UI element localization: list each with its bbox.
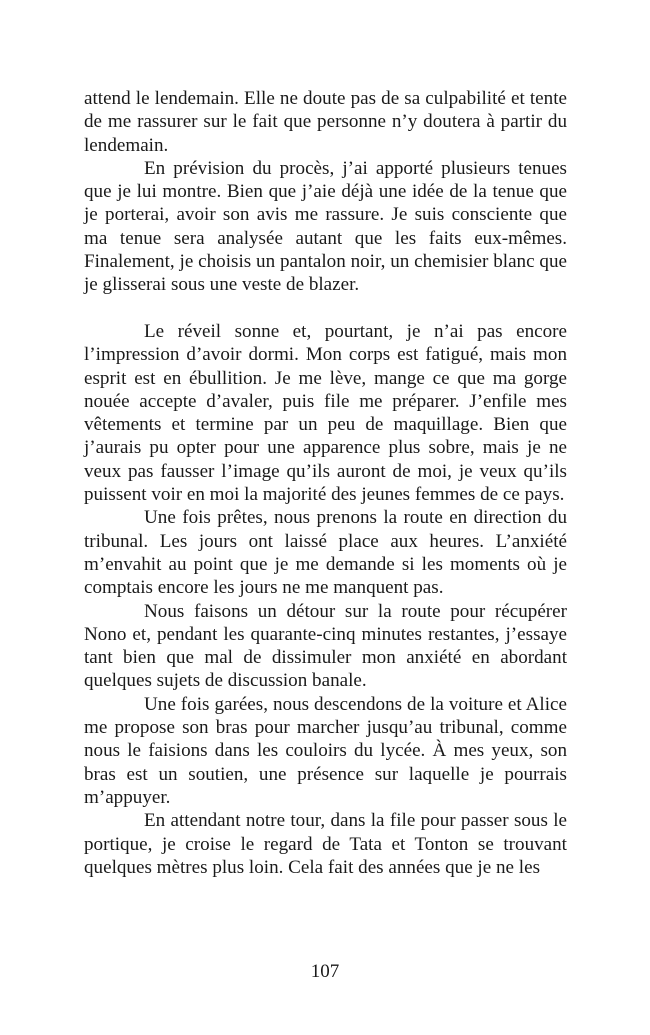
paragraph-2: En prévision du procès, j’ai apporté plusieurs tenues que je lui montre. Bien que j’aie déjà une idée de la tenue que je porterai, avoir son avis me rassure. Je suis consciente que ma tenue sera analysée autant que les faits eux-mêmes. Finalement, je choisis un pantalon noir, un chemisier blanc que je glisserai sous une veste de blazer.: [84, 157, 567, 296]
paragraph-3: Le réveil sonne et, pourtant, je n’ai pas encore l’impression d’avoir dormi. Mon corps est fatigué, mais mon esprit est en ébullition. Je me lève, mange ce que ma gorge nouée accepte d’avaler, puis file me préparer. J’enfile mes vêtements et termine par un peu de maquillage. Bien que j’aurais pu opter pour une apparence plus sobre, mais je ne veux pas fausser l’image qu’ils auront de moi, je veux qu’ils puissent voir en moi la majorité des jeunes femmes de ce pays.: [84, 320, 567, 506]
paragraph-5: Nous faisons un détour sur la route pour récupérer Nono et, pendant les quarante-cinq minutes restantes, j’essaye tant bien que mal de dissimuler mon anxiété en abordant quelques sujets de discussion banale.: [84, 600, 567, 692]
body-text: [84, 87, 567, 879]
paragraph-7: En attendant notre tour, dans la file pour passer sous le portique, je croise le regard de Tata et Tonton se trouvant quelques mètres plus loin. Cela fait des années que je ne les: [84, 810, 567, 878]
paragraph-1: attend le lendemain. Elle ne doute pas de sa culpabilité et tente de me rassurer sur le fait que personne n’y doutera à partir du lendemain.: [84, 88, 567, 156]
page-number: 107: [310, 961, 340, 982]
paragraph-6: Une fois garées, nous descendons de la voiture et Alice me propose son bras pour marcher jusqu’au tribunal, comme nous le faisions dans les couloirs du lycée. À mes yeux, son bras est un soutien, une présence sur laquelle je pourrais m’appuyer.: [84, 693, 567, 808]
paragraph-4: Une fois prêtes, nous prenons la route en direction du tribunal. Les jours ont laissé place aux heures. L’anxiété m’envahit au point que je me demande si les moments où je comptais encore les jours ne me manquent pas.: [84, 507, 567, 599]
